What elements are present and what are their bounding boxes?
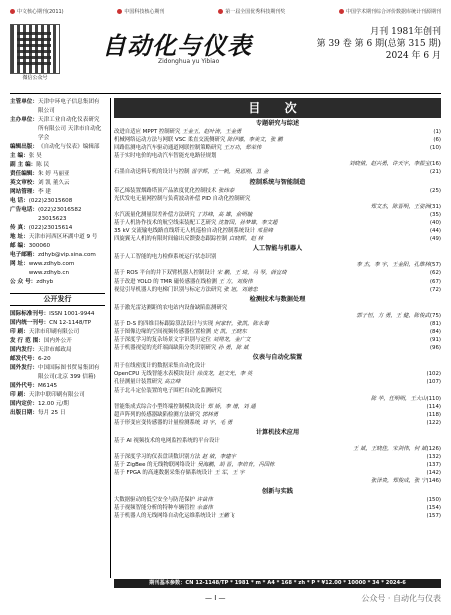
toc-page: (122): [426, 419, 441, 426]
masthead-key: 传 真：: [10, 225, 29, 231]
toc-authors: 徐茂龙，赵文光，李 英: [194, 371, 253, 378]
masthead-row: [10, 206, 105, 224]
toc-article-title: 带乙烯装置烟路塔顶产品浓度优化控制技术: [114, 187, 217, 194]
masthead-row: [10, 355, 105, 364]
toc-page: (132): [426, 454, 441, 461]
toc-entry[interactable]: [114, 195, 441, 203]
column-divider: [110, 98, 111, 578]
toc-page: (67): [429, 278, 441, 285]
toc-entry[interactable]: [114, 336, 441, 344]
toc-article-title: 智能集成式综合小型终端控制模块设计: [114, 403, 206, 410]
badge: [10, 6, 64, 18]
toc-entry[interactable]: [114, 269, 441, 277]
toc-article-title: 光伏发电无量网控制与负荷波动补偿 PID 自动化控制研究: [114, 195, 251, 202]
toc-page: (31): [429, 203, 441, 210]
masthead-key: 国内统一刊号：: [10, 320, 50, 326]
masthead-value: www.zdhyb.com www.zdhyb.cn: [28, 261, 75, 276]
toc-article-title: 基于视频智能分析的特种车辆管控: [114, 504, 195, 511]
masthead-key: 国际标准刊号：: [10, 311, 50, 317]
toc-article-title: 基于 D-S 的四维目标跟踪算法设计与实现: [114, 320, 214, 327]
qr-code: [10, 24, 60, 74]
toc-page: (25): [429, 187, 441, 194]
toc-section-heading: 控制系统与智能制造: [249, 178, 306, 186]
toc-article-title: 基于激光雷达测距的农电站内设备缺陷监测研究: [114, 304, 228, 311]
toc-page: (150): [426, 496, 441, 503]
toc-authors: 陈伊娜，李美文，张 鹏: [225, 137, 283, 144]
masthead-row: [10, 328, 105, 337]
masthead-row: [10, 98, 105, 116]
masthead-row: [10, 197, 105, 206]
toc-entry[interactable]: [114, 419, 441, 427]
toc-article-title: 基于形变应变传感器的计量检测系统: [114, 419, 201, 426]
masthead-key: 地 址：: [10, 234, 29, 240]
toc-page: (81): [429, 320, 441, 327]
toc-article-title: 回路监测电动汽车驱动通道网联控制策略研究: [114, 145, 222, 152]
qr-label: 微信公众号: [22, 75, 48, 81]
badge: [339, 6, 441, 18]
masthead-value: 6-20: [37, 356, 51, 362]
toc-authors: 王 方，刘俊伟: [216, 278, 253, 285]
masthead-value: (022)23015608: [28, 198, 73, 204]
toc-article-title: 基于机器人的无线网络自动化运维系统设计: [114, 512, 217, 519]
toc-entry[interactable]: [114, 168, 441, 176]
toc-section-heading: 计算机技术应用: [255, 429, 300, 436]
toc-authors: 孙 勇，陈 斌: [216, 345, 249, 352]
toc-article-title: 基于 ZigBee 的无线物联网络设计: [114, 462, 196, 469]
toc-authors: 白晓辉，赵 林: [227, 236, 263, 243]
masthead-value: (022)23016582 23015623: [37, 207, 82, 222]
toc-page: (1): [433, 129, 441, 135]
toc-entry[interactable]: [114, 370, 441, 378]
toc-title: 目 次: [114, 98, 441, 118]
toc-entry[interactable]: [114, 378, 441, 386]
masthead-value: 张 昊: [28, 153, 42, 159]
masthead-row: [10, 251, 105, 260]
masthead-value: 天津市邮政局: [37, 347, 72, 353]
toc-entry[interactable]: [114, 445, 441, 453]
masthead-key: 网站管理：: [10, 189, 38, 195]
toc-authors: 张 旭，刘德忠: [221, 286, 258, 293]
toc-page: (10): [429, 145, 441, 152]
toc-entry[interactable]: [114, 512, 441, 520]
masthead-value: ISSN 1001-9944: [49, 311, 95, 317]
masthead-key: 广告电话：: [10, 207, 38, 213]
toc-authors: 郭子恒，方 勇，王 健，陈俊武: [356, 312, 430, 319]
toc-article-title: 超声阵列的传感器缺陷检测方法研究: [114, 411, 201, 418]
toc-entry[interactable]: [114, 144, 441, 152]
badge-dot-icon: [339, 9, 344, 14]
toc-entry[interactable]: [114, 286, 441, 294]
badge-label: 第一届全国优秀科技期刊奖: [225, 9, 286, 15]
masthead-row: [10, 400, 105, 409]
masthead-key: 印 刷：: [10, 392, 29, 398]
masthead-row: [10, 188, 105, 197]
toc-entry[interactable]: [114, 395, 441, 403]
toc-page: (102): [426, 371, 441, 378]
masthead-row: [10, 319, 105, 328]
masthead-row: [10, 382, 105, 391]
masthead-key: 国内定价：: [10, 401, 38, 407]
toc-article-title: 水汽流量化测量误差补偿方法研究: [114, 211, 195, 218]
toc-entry[interactable]: [114, 278, 441, 286]
journal-logo-subtitle: Zidonghua yu Yibiao: [158, 58, 220, 65]
masthead-row: [10, 346, 105, 355]
masthead-row: [10, 337, 105, 346]
masthead-value: 陈 民: [36, 162, 50, 168]
toc-authors: 沈智国，孙梦雄，李文超: [216, 219, 278, 226]
masthead-key: 主管单位：: [10, 99, 38, 105]
toc-entry[interactable]: [114, 253, 441, 261]
masthead-row: [10, 260, 105, 278]
masthead-key: 电 话：: [10, 198, 29, 204]
toc-article-title: 改进自适应 MPPT 控制研究: [114, 129, 181, 135]
masthead-key: 电子邮箱：: [10, 252, 38, 258]
toc-entry[interactable]: [114, 504, 441, 512]
toc-page: (57): [429, 262, 441, 269]
masthead-key: 编辑出版：: [10, 144, 38, 150]
masthead-row: [10, 409, 105, 418]
toc-entry[interactable]: [114, 128, 441, 136]
masthead-value: 每月 25 日: [37, 410, 66, 416]
toc-entry[interactable]: [114, 469, 441, 477]
toc-entry[interactable]: [114, 453, 441, 461]
masthead-value: 李 建: [37, 189, 51, 195]
toc-page: (126): [426, 446, 441, 453]
badge-label: 中国学术期刊综合评价数据库统计刊源期刊: [345, 9, 441, 15]
toc-entry[interactable]: [114, 136, 441, 144]
masthead-key: 邮发代号：: [10, 356, 38, 362]
badge-dot-icon: [10, 9, 15, 14]
toc-article-title: 基于 ROS 平台的井下双臂机器人控制设计: [114, 270, 216, 277]
toc-section-heading: 仪表与自动化装置: [252, 354, 303, 362]
toc-page: (142): [426, 470, 441, 477]
toc-entry[interactable]: [114, 219, 441, 227]
masthead-key: 印 刷：: [10, 329, 29, 335]
toc-page: (62): [429, 270, 441, 277]
toc-entry[interactable]: [114, 362, 441, 370]
toc-page: (75): [429, 312, 441, 319]
masthead-key: 主 编：: [10, 153, 29, 159]
badge-label: 中国科技核心期刊: [124, 9, 165, 15]
toc-section-heading: 检测技术与数据处理: [249, 295, 306, 303]
table-of-contents: [114, 98, 441, 588]
masthead-value: 朱 婷 马丽亚: [37, 171, 70, 177]
toc-entry[interactable]: [114, 160, 441, 168]
toc-entry[interactable]: [114, 344, 441, 352]
toc-section-heading: 人工智能与机器人: [252, 245, 303, 253]
page-number: — I —: [205, 594, 226, 602]
masthead-key: 责任编辑：: [10, 171, 38, 177]
toc-authors: 王 斌，王晓佳，宋剑伟，何 斌: [352, 446, 427, 453]
masthead-info: [10, 98, 105, 578]
toc-authors: 邓显峰: [255, 228, 273, 235]
masthead-value: 国内外公开: [43, 338, 72, 344]
masthead-row: [10, 170, 105, 179]
issue-info: [291, 26, 441, 62]
masthead: [10, 20, 441, 90]
masthead-value: zdhyb@vip.sina.com: [37, 252, 96, 258]
masthead-row: [10, 391, 105, 400]
toc-entry[interactable]: [114, 403, 441, 411]
toc-page: (35): [429, 211, 441, 218]
badge-dot-icon: [218, 9, 223, 14]
toc-authors: 赵 敏，李建宇: [200, 454, 237, 461]
masthead-key: 副 主 编：: [10, 162, 37, 168]
toc-page: (96): [429, 345, 441, 352]
toc-authors: 丁苏峰，高 雄，俞明毓: [194, 211, 253, 218]
masthead-value: 天津市河西区环湖中道 9 号: [28, 234, 98, 240]
toc-article-title: 基于 AI 视频技术的电网监控系统的平台设计: [114, 438, 220, 444]
toc-page: (84): [429, 328, 441, 335]
toc-authors: 王 军，王 宇: [212, 470, 245, 477]
toc-article-title: 基于改进 YOLO 的 TMR 磁传感器在线检测: [114, 278, 217, 285]
toc-article-title: 基于北斗定位装置的电子围栏自动化监测研究: [114, 387, 222, 394]
toc-entry[interactable]: [114, 411, 441, 419]
toc-entry[interactable]: [114, 320, 441, 328]
header-rule: [10, 93, 441, 94]
masthead-value: 12.00 元/期: [37, 401, 69, 407]
toc-authors: 何家轩，张凯，陈永菊: [213, 320, 269, 327]
toc-authors: 雷学辉，王一帆，吴恩刚，丑 金: [189, 169, 269, 176]
toc-page: (40): [429, 219, 441, 226]
masthead-key: 公 众 号：: [10, 279, 37, 285]
toc-authors: 王鹏飞: [216, 512, 235, 519]
toc-page: (118): [426, 411, 441, 418]
toc-page: (146): [426, 478, 441, 485]
toc-article-title: 35 kV 交流输电线路直线塔无人机巡检自动化控制系统设计: [114, 228, 256, 235]
toc-authors: 刘 宇，毛 勇: [200, 419, 233, 426]
masthead-row: [10, 278, 105, 287]
toc-authors: 陈 华，任明明，王大山: [370, 395, 427, 402]
toc-article-title: 四旋翼无人机的有限时间输出反馈姿态跟踪控制: [114, 236, 228, 243]
toc-authors: 刘翔龙，金广文: [211, 337, 251, 344]
toc-article-title: 孔径测量计装置研究: [114, 379, 163, 386]
toc-article-title: 基于深度学习的仪表盘读数识别方法: [114, 454, 201, 461]
masthead-row: [10, 116, 105, 143]
journal-logo: 自动化与仪表: [102, 31, 252, 60]
toc-page: (107): [426, 379, 441, 386]
masthead-value: zdhyb: [36, 279, 54, 285]
watermark: 公众号 · 自动化与仪表: [361, 594, 441, 603]
badge-dot-icon: [117, 9, 122, 14]
toc-authors: 许苗伟: [194, 496, 213, 503]
toc-authors: 张纬泰: [216, 187, 235, 194]
toc-page: (16): [429, 161, 441, 168]
toc-authors: 郭林勇: [200, 411, 219, 418]
toc-article-title: 基于图像边缘的空间视频传感器位置检测: [114, 328, 212, 335]
masthead-key: 国内发行：: [10, 347, 38, 353]
toc-entry[interactable]: [114, 187, 441, 195]
toc-page: (114): [426, 403, 441, 410]
toc-entry[interactable]: [114, 304, 441, 312]
masthead-row: [10, 161, 105, 170]
toc-article-title: 基于 FPGA 的高速数据采集存储系统设计: [114, 470, 213, 477]
masthead-value: (022)23015614: [28, 225, 73, 231]
toc-article-title: 基于机器视觉的光纤端面缺陷分类识别研究: [114, 345, 217, 352]
toc-authors: 宋 鹏，王 琦，马 琴，薛宜琦: [215, 270, 287, 277]
toc-article-title: 用于在线密度计的数据采集自动化设计: [114, 363, 206, 370]
toc-article-title: OpenCPU 无线智能水表模块设计: [114, 371, 195, 378]
toc-article-title: 基于人工智能的电力检修系统运行状态识别: [114, 254, 217, 261]
masthead-value: 刘 凯 董久云: [37, 180, 70, 186]
toc-page: (6): [433, 137, 441, 144]
masthead-key: 发 行 范 围：: [10, 338, 44, 344]
masthead-value: CN 12-1148/TP: [49, 320, 92, 326]
toc-page: (72): [429, 286, 441, 293]
toc-article-title: 基于实时电价的电动汽车智能充电路径规划: [114, 153, 217, 160]
toc-entry[interactable]: [114, 235, 441, 243]
masthead-value: 中国国际图书贸易集团有限公司(北京 399 信箱): [37, 365, 100, 380]
masthead-key: 出版日期：: [10, 410, 38, 416]
toc-page: (21): [429, 169, 441, 176]
masthead-value: 《自动化与仪表》编辑部: [37, 144, 100, 150]
toc-entry[interactable]: [114, 312, 441, 320]
masthead-key: 主办单位：: [10, 117, 38, 123]
masthead-row: [10, 310, 105, 319]
toc-authors: 高立峰: [162, 379, 181, 386]
publication-title: 公开发行: [10, 293, 105, 306]
toc-authors: 王万功，郑荣伟: [221, 145, 262, 152]
toc-article-title: 基于深度学习的复杂场景文字识别与定位: [114, 337, 212, 344]
badge: [117, 6, 164, 18]
issue-line-3: 2024 年 6 月: [385, 51, 441, 61]
masthead-row: [10, 152, 105, 161]
toc-page: (137): [426, 462, 441, 469]
journal-parameters: 期刊基本参数：CN 12-1148/TP * 1981 * m * A4 * 168 * zh * P * ¥12.00 * 10000 * 34 * 2024-6: [114, 579, 441, 588]
masthead-row: [10, 143, 105, 152]
masthead-key: 邮 编：: [10, 243, 29, 249]
masthead-value: 天津工业自动化仪表研究所有限公司 天津市自动化学会: [37, 117, 102, 141]
toc-page: (44): [429, 228, 441, 235]
masthead-key: 英文审校：: [10, 180, 38, 186]
toc-section-heading: 创新与实践: [262, 487, 293, 495]
badge-label: 中文核心期刊(2011): [17, 9, 64, 15]
issue-line-1: 月刊 1981年创刊: [370, 27, 441, 37]
masthead-row: [10, 179, 105, 188]
toc-entry[interactable]: [114, 496, 441, 504]
toc-page: (49): [429, 236, 441, 243]
toc-authors: 王金玉，赵叶涛，王金勇: [180, 129, 242, 135]
toc-entry[interactable]: [114, 461, 441, 469]
toc-entry[interactable]: [114, 261, 441, 269]
toc-entry[interactable]: [114, 328, 441, 336]
masthead-key: 国外代号：: [10, 383, 38, 389]
toc-section-heading: 专题研究与综述: [255, 120, 300, 127]
toc-entry[interactable]: [114, 211, 441, 219]
toc-article-title: 视觉引导机器人的电梯门识别与标定方法研究: [114, 286, 222, 293]
toc-authors: 余嘉伟: [194, 504, 213, 511]
toc-authors: 郑 娇，李 增，刘 通: [205, 403, 256, 410]
badge-bar: [10, 6, 441, 18]
toc-article-title: 大数据驱动的低空安全与防范保护: [114, 496, 195, 503]
masthead-row: [10, 242, 105, 251]
toc-page: (110): [426, 395, 441, 402]
badge: [218, 6, 285, 18]
toc-article-title: 基于人机协作技术的航空线束装配工艺研究: [114, 219, 217, 226]
toc-page: (157): [426, 512, 441, 519]
toc-authors: 史 凯，王晓东: [211, 328, 247, 335]
toc-entry[interactable]: [114, 477, 441, 485]
masthead-value: 天津中环电子信息集团有限公司: [37, 99, 100, 114]
toc-page: (91): [429, 337, 441, 344]
toc-entry[interactable]: [114, 387, 441, 395]
toc-entry[interactable]: [114, 437, 441, 445]
masthead-value: 300060: [28, 243, 51, 249]
toc-authors: 李 杰，李 宇，王金阳，孔维林: [356, 262, 430, 269]
toc-authors: 张泽贵，郑俊成，张 宁: [370, 478, 427, 485]
toc-entry[interactable]: [114, 152, 441, 160]
toc-article-title: 石墨自动送料专机的设计与控制: [114, 169, 190, 176]
masthead-key: 国外发行：: [10, 365, 38, 371]
masthead-value: 天津中联印刷有限公司: [28, 392, 85, 398]
masthead-row: [10, 224, 105, 233]
toc-authors: 吴海鹏，胡 晋，李培育，冯国栋: [195, 462, 275, 469]
toc-entry[interactable]: [114, 203, 441, 211]
masthead-value: 天津市印刷有限公司: [28, 329, 80, 335]
masthead-key: 网 址：: [10, 261, 29, 267]
masthead-row: [10, 364, 105, 382]
toc-entry[interactable]: [114, 227, 441, 235]
masthead-value: M6145: [37, 383, 58, 389]
issue-line-2: 第 39 卷 第 6 期(总第 315 期): [316, 39, 441, 49]
masthead-row: [10, 233, 105, 242]
toc-authors: 郑文杰，陈晋明，王姿洲: [370, 203, 430, 210]
toc-authors: 刘晓倩，赵兴勇，许天宇，李振宝: [349, 161, 430, 168]
toc-article-title: 机械网络运动方法与网联 VSC 柔直交流侧研究: [114, 137, 226, 144]
toc-page: (154): [426, 504, 441, 511]
